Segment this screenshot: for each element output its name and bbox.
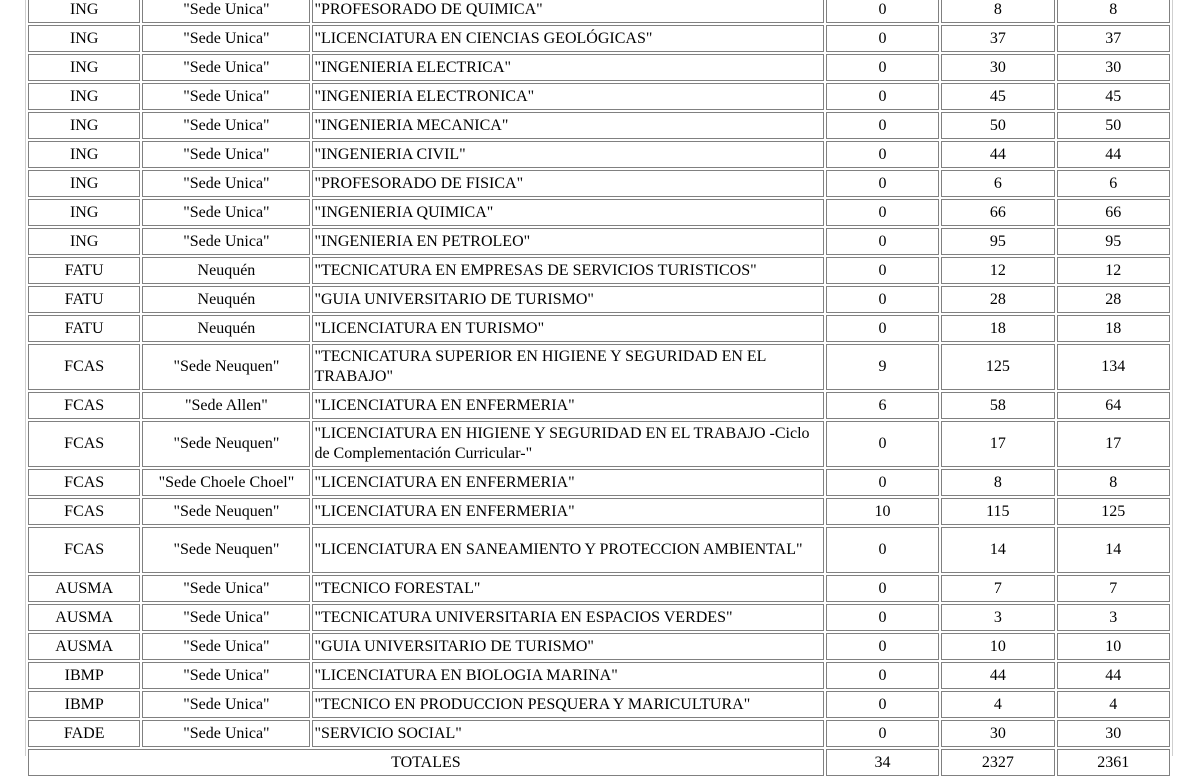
- count-total-cell: 30: [1057, 54, 1170, 81]
- table-row: [28, 54, 1170, 81]
- career-cell: "INGENIERIA QUIMICA": [312, 199, 823, 226]
- count-column-1-cell: 0: [826, 54, 939, 81]
- academic-unit-cell: FCAS: [28, 421, 140, 467]
- count-column-2-cell: 95: [941, 228, 1054, 255]
- count-total-cell: 44: [1057, 662, 1170, 689]
- career-cell: "GUIA UNIVERSITARIO DE TURISMO": [312, 633, 823, 660]
- table-row: [28, 662, 1170, 689]
- site-cell: Neuquén: [142, 315, 310, 342]
- academic-unit-cell: FADE: [28, 720, 140, 747]
- count-total-cell: 4: [1057, 691, 1170, 718]
- career-cell: "LICENCIATURA EN ENFERMERIA": [312, 392, 823, 419]
- academic-unit-cell: ING: [28, 170, 140, 197]
- count-total-cell: 30: [1057, 720, 1170, 747]
- academic-unit-cell: AUSMA: [28, 575, 140, 602]
- count-total-cell: 50: [1057, 112, 1170, 139]
- career-cell: "LICENCIATURA EN SANEAMIENTO Y PROTECCION AMBIENTAL": [312, 527, 823, 573]
- count-total-cell: 44: [1057, 141, 1170, 168]
- table-row: [28, 83, 1170, 110]
- academic-unit-cell: FATU: [28, 257, 140, 284]
- count-column-1-cell: 0: [826, 25, 939, 52]
- count-column-2-cell: 44: [941, 662, 1054, 689]
- table-row: [28, 112, 1170, 139]
- site-cell: "Sede Unica": [142, 199, 310, 226]
- count-column-2-cell: 28: [941, 286, 1054, 313]
- count-column-2-cell: 44: [941, 141, 1054, 168]
- count-column-1-cell: 0: [826, 575, 939, 602]
- site-cell: "Sede Unica": [142, 0, 310, 23]
- count-column-2-cell: 12: [941, 257, 1054, 284]
- count-column-1-cell: 10: [826, 498, 939, 525]
- totals-count-2: 2327: [941, 749, 1054, 776]
- count-total-cell: 7: [1057, 575, 1170, 602]
- count-total-cell: 37: [1057, 25, 1170, 52]
- academic-unit-cell: ING: [28, 199, 140, 226]
- count-column-2-cell: 50: [941, 112, 1054, 139]
- count-column-2-cell: 66: [941, 199, 1054, 226]
- academic-unit-cell: FCAS: [28, 498, 140, 525]
- career-cell: "TECNICO EN PRODUCCION PESQUERA Y MARICULTURA": [312, 691, 823, 718]
- academic-unit-cell: ING: [28, 54, 140, 81]
- count-total-cell: 64: [1057, 392, 1170, 419]
- count-column-2-cell: 115: [941, 498, 1054, 525]
- academic-unit-cell: ING: [28, 141, 140, 168]
- count-column-1-cell: 6: [826, 392, 939, 419]
- site-cell: Neuquén: [142, 286, 310, 313]
- count-total-cell: 28: [1057, 286, 1170, 313]
- count-column-2-cell: 14: [941, 527, 1054, 573]
- count-column-2-cell: 125: [941, 344, 1054, 390]
- count-column-1-cell: 0: [826, 170, 939, 197]
- count-total-cell: 95: [1057, 228, 1170, 255]
- academic-unit-cell: ING: [28, 25, 140, 52]
- table-row: [28, 527, 1170, 573]
- table-row: [28, 141, 1170, 168]
- academic-unit-cell: IBMP: [28, 691, 140, 718]
- count-column-2-cell: 37: [941, 25, 1054, 52]
- table-row: [28, 25, 1170, 52]
- site-cell: "Sede Unica": [142, 112, 310, 139]
- count-column-1-cell: 0: [826, 691, 939, 718]
- table-row: [28, 315, 1170, 342]
- totals-label: TOTALES: [28, 749, 824, 776]
- site-cell: "Sede Unica": [142, 54, 310, 81]
- site-cell: "Sede Unica": [142, 141, 310, 168]
- enrollment-table-body: [28, 0, 1170, 776]
- count-column-2-cell: 7: [941, 575, 1054, 602]
- table-row: [28, 691, 1170, 718]
- count-total-cell: 8: [1057, 0, 1170, 23]
- table-row: [28, 257, 1170, 284]
- count-column-1-cell: 0: [826, 604, 939, 631]
- table-row: [28, 0, 1170, 23]
- career-cell: "TECNICATURA SUPERIOR EN HIGIENE Y SEGURIDAD EN EL TRABAJO": [312, 344, 823, 390]
- count-column-2-cell: 18: [941, 315, 1054, 342]
- site-cell: "Sede Unica": [142, 228, 310, 255]
- academic-unit-cell: ING: [28, 0, 140, 23]
- site-cell: "Sede Unica": [142, 83, 310, 110]
- academic-unit-cell: FCAS: [28, 392, 140, 419]
- count-column-2-cell: 8: [941, 0, 1054, 23]
- count-column-2-cell: 8: [941, 469, 1054, 496]
- career-cell: "INGENIERIA EN PETROLEO": [312, 228, 823, 255]
- count-total-cell: 8: [1057, 469, 1170, 496]
- count-column-2-cell: 3: [941, 604, 1054, 631]
- academic-unit-cell: FATU: [28, 315, 140, 342]
- table-row: [28, 575, 1170, 602]
- academic-unit-cell: FATU: [28, 286, 140, 313]
- career-cell: "LICENCIATURA EN HIGIENE Y SEGURIDAD EN EL TRABAJO -Ciclo de Complementación Curricular-": [312, 421, 823, 467]
- career-cell: "PROFESORADO DE FISICA": [312, 170, 823, 197]
- table-row: [28, 720, 1170, 747]
- site-cell: "Sede Unica": [142, 691, 310, 718]
- academic-unit-cell: FCAS: [28, 344, 140, 390]
- table-row: [28, 392, 1170, 419]
- site-cell: "Sede Neuquen": [142, 421, 310, 467]
- count-column-2-cell: 17: [941, 421, 1054, 467]
- career-cell: "INGENIERIA ELECTRICA": [312, 54, 823, 81]
- table-row: [28, 469, 1170, 496]
- table-row: [28, 498, 1170, 525]
- count-total-cell: 18: [1057, 315, 1170, 342]
- career-cell: "LICENCIATURA EN BIOLOGIA MARINA": [312, 662, 823, 689]
- site-cell: "Sede Choele Choel": [142, 469, 310, 496]
- career-cell: "GUIA UNIVERSITARIO DE TURISMO": [312, 286, 823, 313]
- count-column-1-cell: 0: [826, 257, 939, 284]
- count-column-2-cell: 4: [941, 691, 1054, 718]
- count-column-2-cell: 10: [941, 633, 1054, 660]
- count-column-1-cell: 0: [826, 83, 939, 110]
- table-row: [28, 421, 1170, 467]
- academic-unit-cell: ING: [28, 228, 140, 255]
- table-row: [28, 286, 1170, 313]
- count-total-cell: 14: [1057, 527, 1170, 573]
- career-cell: "SERVICIO SOCIAL": [312, 720, 823, 747]
- table-row: [28, 170, 1170, 197]
- career-cell: "LICENCIATURA EN ENFERMERIA": [312, 469, 823, 496]
- count-column-1-cell: 0: [826, 633, 939, 660]
- career-cell: "INGENIERIA CIVIL": [312, 141, 823, 168]
- site-cell: "Sede Unica": [142, 633, 310, 660]
- count-column-2-cell: 30: [941, 54, 1054, 81]
- count-total-cell: 6: [1057, 170, 1170, 197]
- count-column-1-cell: 0: [826, 315, 939, 342]
- site-cell: "Sede Unica": [142, 604, 310, 631]
- site-cell: "Sede Unica": [142, 662, 310, 689]
- count-total-cell: 66: [1057, 199, 1170, 226]
- career-cell: "INGENIERIA MECANICA": [312, 112, 823, 139]
- count-column-1-cell: 0: [826, 662, 939, 689]
- site-cell: "Sede Unica": [142, 575, 310, 602]
- count-total-cell: 134: [1057, 344, 1170, 390]
- totals-row: [28, 749, 1170, 776]
- count-total-cell: 12: [1057, 257, 1170, 284]
- site-cell: "Sede Allen": [142, 392, 310, 419]
- count-total-cell: 10: [1057, 633, 1170, 660]
- table-row: [28, 633, 1170, 660]
- count-column-1-cell: 0: [826, 527, 939, 573]
- table-row: [28, 199, 1170, 226]
- table-row: [28, 228, 1170, 255]
- career-cell: "TECNICO FORESTAL": [312, 575, 823, 602]
- count-column-1-cell: 0: [826, 286, 939, 313]
- academic-unit-cell: AUSMA: [28, 604, 140, 631]
- site-cell: Neuquén: [142, 257, 310, 284]
- table-row: [28, 604, 1170, 631]
- academic-unit-cell: ING: [28, 83, 140, 110]
- academic-unit-cell: ING: [28, 112, 140, 139]
- academic-unit-cell: FCAS: [28, 527, 140, 573]
- academic-unit-cell: FCAS: [28, 469, 140, 496]
- academic-unit-cell: IBMP: [28, 662, 140, 689]
- count-column-2-cell: 30: [941, 720, 1054, 747]
- count-column-1-cell: 0: [826, 228, 939, 255]
- count-column-1-cell: 0: [826, 0, 939, 23]
- count-column-1-cell: 0: [826, 469, 939, 496]
- count-total-cell: 17: [1057, 421, 1170, 467]
- totals-count-total: 2361: [1057, 749, 1170, 776]
- count-total-cell: 125: [1057, 498, 1170, 525]
- career-cell: "TECNICATURA EN EMPRESAS DE SERVICIOS TURISTICOS": [312, 257, 823, 284]
- academic-unit-cell: AUSMA: [28, 633, 140, 660]
- count-column-1-cell: 0: [826, 199, 939, 226]
- count-total-cell: 45: [1057, 83, 1170, 110]
- site-cell: "Sede Neuquen": [142, 527, 310, 573]
- site-cell: "Sede Neuquen": [142, 498, 310, 525]
- count-column-1-cell: 0: [826, 141, 939, 168]
- count-column-1-cell: 0: [826, 112, 939, 139]
- count-column-1-cell: 0: [826, 720, 939, 747]
- count-column-2-cell: 45: [941, 83, 1054, 110]
- count-column-2-cell: 58: [941, 392, 1054, 419]
- table-row: [28, 344, 1170, 390]
- career-cell: "LICENCIATURA EN CIENCIAS GEOLÓGICAS": [312, 25, 823, 52]
- count-total-cell: 3: [1057, 604, 1170, 631]
- career-cell: "TECNICATURA UNIVERSITARIA EN ESPACIOS VERDES": [312, 604, 823, 631]
- career-cell: "LICENCIATURA EN ENFERMERIA": [312, 498, 823, 525]
- site-cell: "Sede Unica": [142, 25, 310, 52]
- career-cell: "LICENCIATURA EN TURISMO": [312, 315, 823, 342]
- career-cell: "PROFESORADO DE QUIMICA": [312, 0, 823, 23]
- site-cell: "Sede Neuquen": [142, 344, 310, 390]
- site-cell: "Sede Unica": [142, 170, 310, 197]
- enrollment-table: [26, 0, 1172, 778]
- totals-count-1: 34: [826, 749, 939, 776]
- count-column-1-cell: 9: [826, 344, 939, 390]
- career-cell: "INGENIERIA ELECTRONICA": [312, 83, 823, 110]
- count-column-1-cell: 0: [826, 421, 939, 467]
- count-column-2-cell: 6: [941, 170, 1054, 197]
- site-cell: "Sede Unica": [142, 720, 310, 747]
